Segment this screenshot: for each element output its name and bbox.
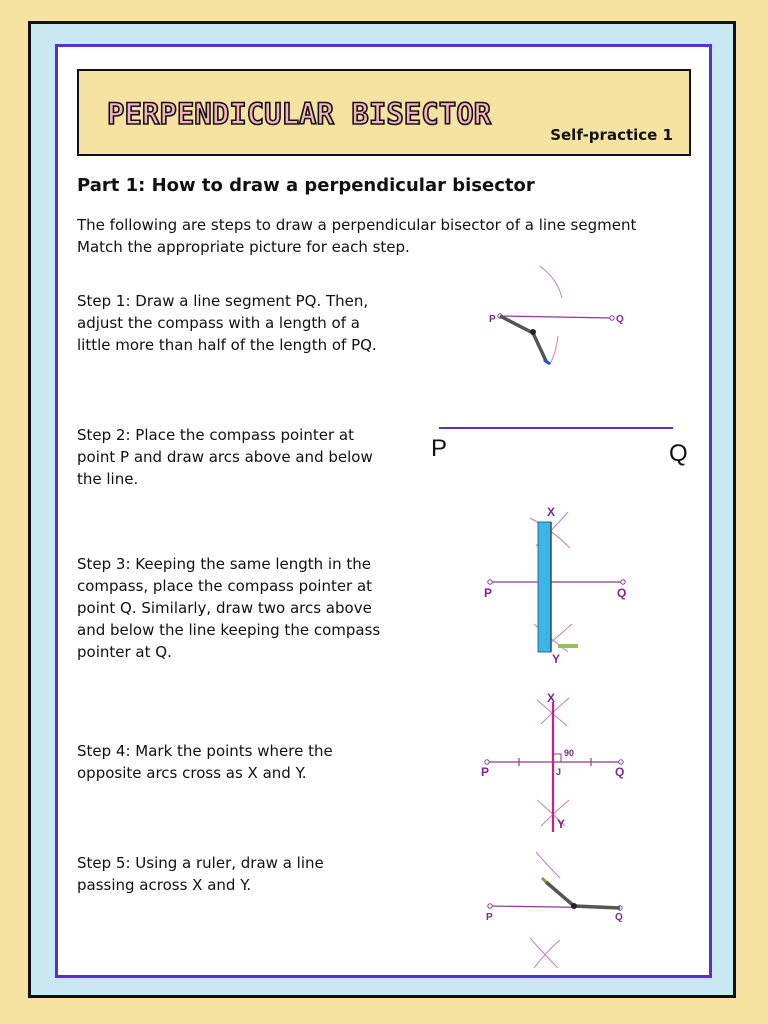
compass-hinge bbox=[530, 329, 536, 335]
intro-line-1: The following are steps to draw a perpendicular bisector of a line segment bbox=[77, 216, 637, 234]
point-p bbox=[488, 904, 492, 908]
compass-pencil bbox=[542, 878, 546, 882]
arc-bottom-right bbox=[530, 938, 558, 968]
figure-bisector bbox=[475, 688, 640, 836]
step-4-text: Step 4: Mark the points where the opposite arcs cross as X and Y. bbox=[77, 742, 333, 782]
point-p bbox=[488, 580, 492, 584]
compass-leg-right bbox=[574, 906, 620, 908]
label-q: Q bbox=[616, 314, 624, 325]
point-q bbox=[621, 580, 625, 584]
point-q bbox=[619, 760, 623, 764]
practice-label: Self-practice 1 bbox=[550, 126, 673, 144]
label-angle: 90 bbox=[564, 748, 575, 758]
step-1-text: Step 1: Draw a line segment PQ. Then, adjust the compass with a length of a little more than half of the length of PQ. bbox=[77, 292, 377, 354]
segment-pq bbox=[500, 316, 612, 318]
step-2-text: Step 2: Place the compass pointer at point P and draw arcs above and below the line. bbox=[77, 426, 373, 488]
arc-top bbox=[536, 852, 560, 878]
compass-leg-left bbox=[546, 882, 574, 906]
compass-pencil bbox=[544, 360, 550, 364]
figure-line-segment bbox=[425, 418, 690, 470]
pencil-tip bbox=[558, 644, 578, 648]
label-p: P bbox=[484, 586, 493, 600]
label-q-large: Q bbox=[669, 440, 688, 467]
page-title: PERPENDICULAR BISECTOR bbox=[107, 97, 492, 131]
right-angle-mark bbox=[553, 754, 561, 762]
point-q bbox=[610, 316, 614, 320]
label-y: Y bbox=[557, 817, 566, 831]
label-y: Y bbox=[552, 652, 561, 666]
label-p-large: P bbox=[431, 435, 448, 462]
title-banner bbox=[77, 69, 691, 156]
label-q: Q bbox=[615, 912, 623, 923]
label-x: X bbox=[547, 505, 556, 519]
arc-lower bbox=[550, 336, 558, 364]
arc-upper bbox=[540, 266, 562, 298]
intro-line-2: Match the appropriate picture for each step. bbox=[77, 238, 410, 256]
step-3-text: Step 3: Keeping the same length in the compass, place the compass pointer at point Q. Similarly, draw two arcs above and below the line keeping the compass pointer at Q. bbox=[77, 555, 381, 661]
label-j: J bbox=[556, 767, 562, 777]
step-5-text: Step 5: Using a ruler, draw a line passing across X and Y. bbox=[77, 854, 324, 894]
label-p: P bbox=[486, 912, 493, 923]
figure-compass-arc bbox=[470, 258, 640, 376]
ruler bbox=[538, 522, 551, 652]
point-p bbox=[485, 760, 489, 764]
intro-text bbox=[77, 214, 687, 258]
figure-ruler bbox=[478, 500, 638, 668]
label-q: Q bbox=[617, 586, 627, 600]
compass-hinge bbox=[571, 903, 577, 909]
label-p: P bbox=[481, 765, 490, 779]
label-x: X bbox=[547, 691, 556, 705]
label-q: Q bbox=[615, 765, 625, 779]
arc-bottom-left bbox=[534, 940, 560, 968]
compass-leg-right bbox=[533, 333, 546, 361]
label-p: P bbox=[489, 314, 496, 325]
figure-compass-q bbox=[478, 846, 638, 974]
compass-leg-left bbox=[500, 316, 533, 333]
part-heading: Part 1: How to draw a perpendicular bisector bbox=[77, 175, 535, 196]
